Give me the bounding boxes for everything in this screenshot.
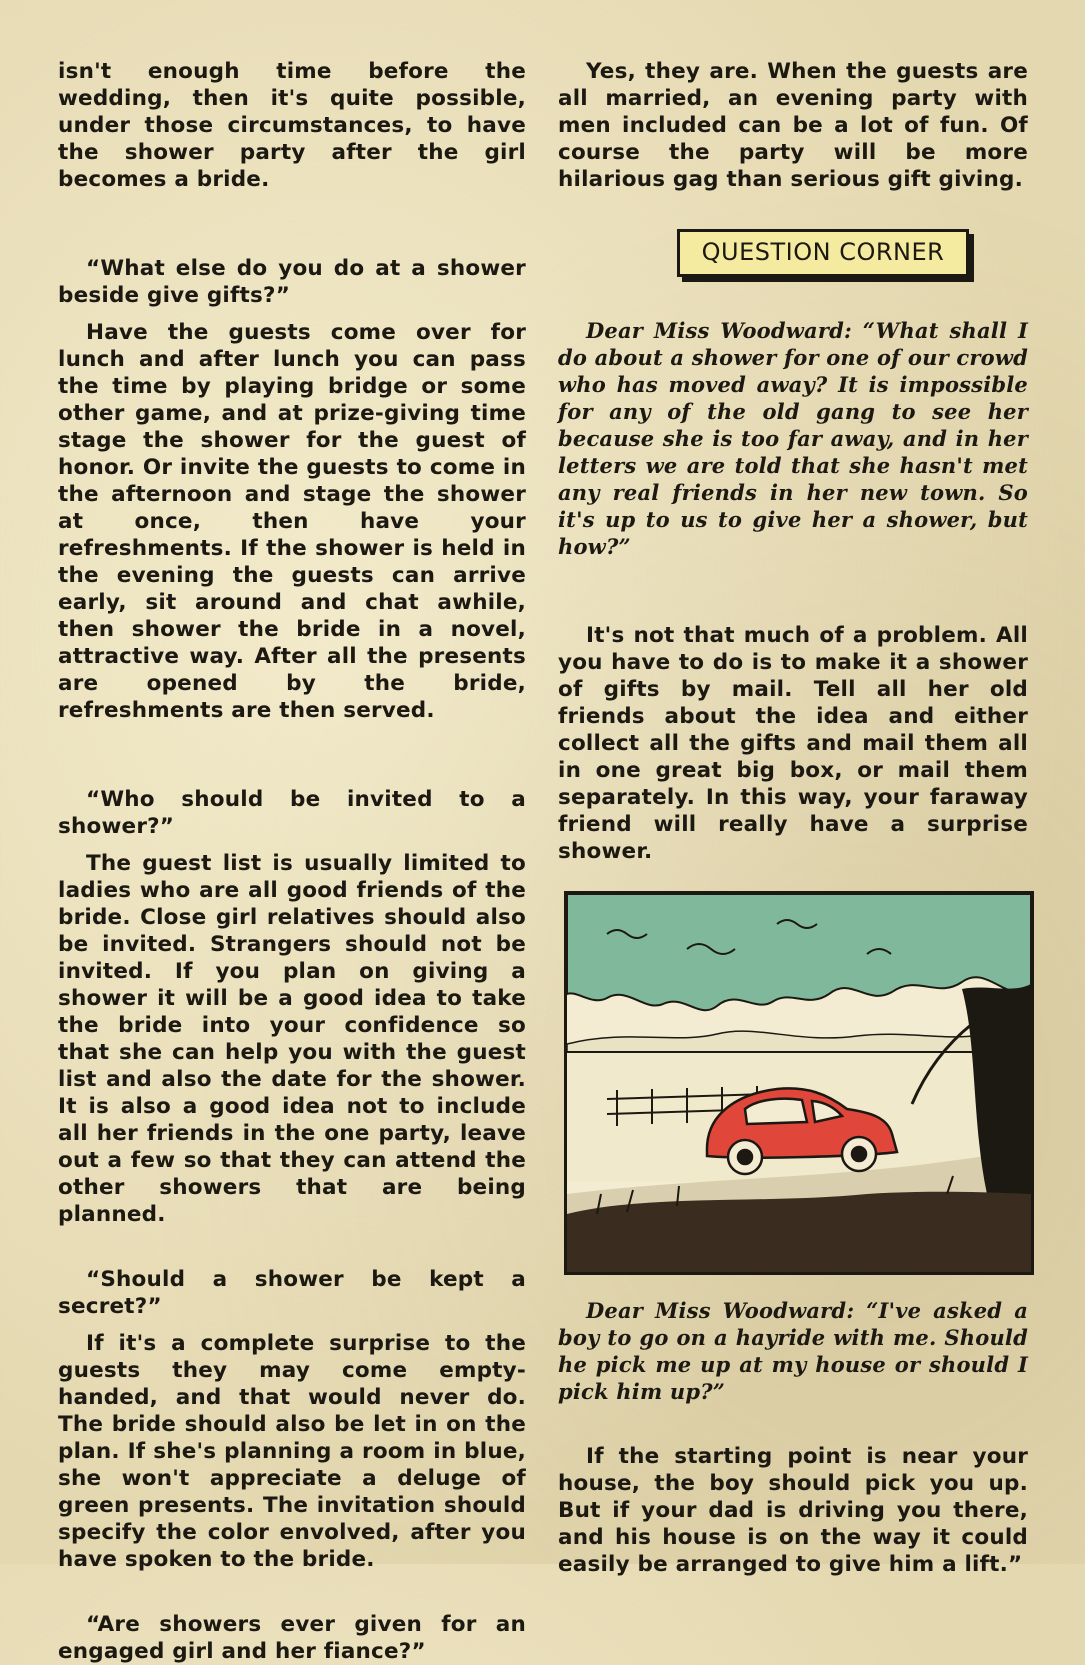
- question-gifts: “What else do you do at a shower beside give gifts?”: [58, 256, 526, 308]
- answer-invited: The guest list is usually limited to ladies who are all good friends of the bride. Close girl relatives should also be invited. Strangers should not be invited. If you plan on giving a shower it will be a good idea to take the bride into your confidence so that she can help you with the guest list and also the date for the shower. It is also a good idea not to include all her friends in the one party, leave out a few so that they can attend the other showers that are being planned.: [58, 851, 526, 1227]
- question-corner-heading: QUESTION CORNER: [677, 229, 970, 277]
- letter-moved-away: Dear Miss Woodward: “What shall I do about a shower for one of our crowd who has moved away? It is impossible for any of the old gang to see her because she is too far away, and in her letters we are told that she hasn't met any real friends in her new town. So it's up to us to give her a shower, but how?”: [558, 318, 1028, 559]
- question-fiance: “Are showers ever given for an engaged girl and her fiance?”: [58, 1612, 526, 1664]
- answer-fiance: Yes, they are. When the guests are all married, an evening party with men included can be a lot of fun. Of course the party will be more hilarious gag than serious gift giving.: [558, 59, 1028, 192]
- right-column: [558, 58, 1028, 1578]
- continued-paragraph: isn't enough time before the wedding, then it's quite possible, under those circumstances, to have the shower party after the girl becomes a bride.: [58, 59, 526, 192]
- question-secret: “Should a shower be kept a secret?”: [58, 1267, 526, 1319]
- answer-gifts: Have the guests come over for lunch and after lunch you can pass the time by playing bridge or some other game, and at prize-giving time stage the shower for the guest of honor. Or invite the guests to come in the afternoon and stage the shower at once, then have your refreshments. If the shower is held in the evening the guests can arrive early, sit around and chat awhile, then shower the bride in a novel, attractive way. After all the presents are opened by the bride, refreshments are then served.: [58, 320, 526, 723]
- answer-moved-away: It's not that much of a problem. All you have to do is to make it a shower of gifts by mail. Tell all her old friends about the idea and either collect all the gifts and mail them all in one great big box, or mail them separately. In this way, your faraway friend will really have a surprise shower.: [558, 623, 1028, 864]
- answer-secret: If it's a complete surprise to the guests they may come empty-handed, and that would never do. The bride should also be let in on the plan. If she's planning a room in blue, she won't appreciate a deluge of green presents. The invitation should specify the color envolved, after you have spoken to the bride.: [58, 1331, 526, 1572]
- red-car-country-road-illustration: [567, 894, 1031, 1272]
- letter-hayride: Dear Miss Woodward: “I've asked a boy to go on a hayride with me. Should he pick me up at my house or should I pick him up?”: [558, 1298, 1028, 1404]
- question-invited: “Who should be invited to a shower?”: [58, 787, 526, 839]
- left-column: [58, 58, 526, 1665]
- question-corner-heading-wrap: [558, 229, 1028, 277]
- answer-hayride: If the starting point is near your house, the boy should pick you up. But if your dad is driving you there, and his house is on the way it could easily be arranged to give him a lift.”: [558, 1444, 1028, 1577]
- car-illustration: [564, 891, 1034, 1275]
